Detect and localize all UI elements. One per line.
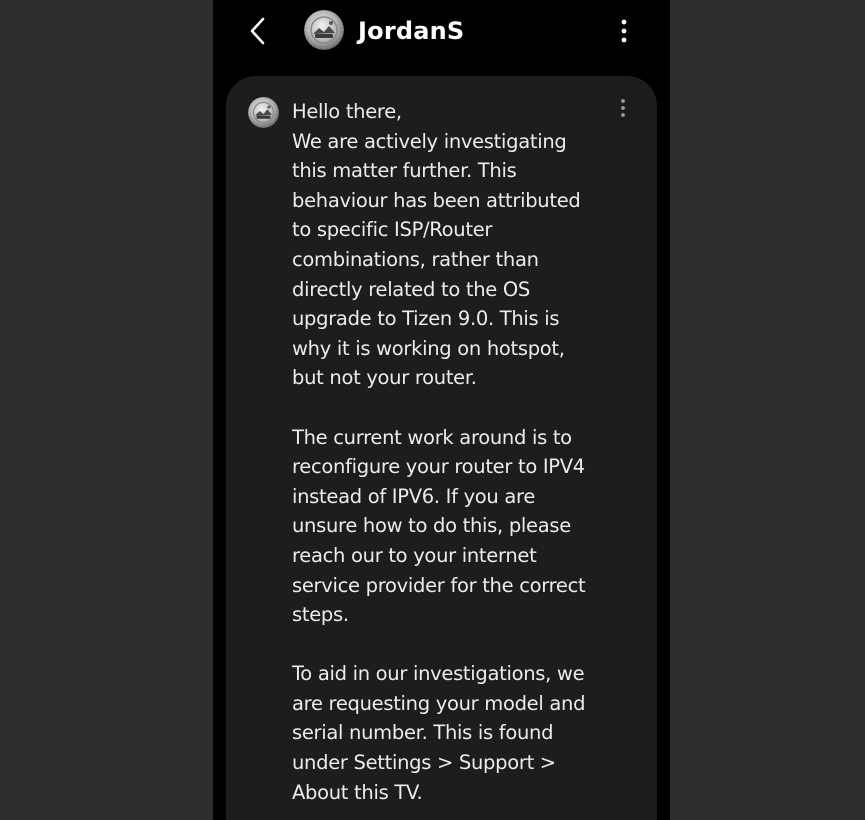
message-line: this matter further. This (292, 159, 517, 183)
message-line: reconfigure your router to IPV4 (292, 455, 585, 479)
message-line: why it is working on hotspot, (292, 336, 565, 360)
paragraph-spacer (292, 630, 627, 660)
message-line: To aid in our investigations, we (292, 662, 585, 686)
message-body (292, 97, 627, 807)
message-line: are requesting your model and (292, 691, 586, 715)
message-line: to specific ISP/Router (292, 218, 493, 242)
message-sender-avatar[interactable] (248, 97, 279, 128)
message-greeting: Hello there, (292, 100, 402, 123)
message-line: We are actively investigating (292, 129, 567, 153)
user-avatar-icon (304, 10, 344, 50)
message-line: The current work around is to (292, 425, 572, 449)
conversation-header (213, 0, 670, 62)
message-line: combinations, rather than (292, 247, 539, 271)
message-line: instead of IPV6. If you are (292, 484, 536, 508)
message-card (226, 76, 657, 820)
message-line: unsure how to do this, please (292, 514, 571, 538)
message-line: behaviour has been attributed (292, 188, 581, 212)
contact-name: JordanS (358, 17, 465, 45)
message-line: serial number. This is found (292, 721, 554, 745)
message-line: steps. (292, 603, 349, 627)
message-line: upgrade to Tizen 9.0. This is (292, 307, 560, 331)
contact-avatar[interactable] (304, 10, 344, 50)
message-line: under Settings > Support > (292, 751, 556, 775)
message-line: reach our to your internet (292, 543, 537, 567)
message-line: but not your router. (292, 366, 477, 390)
header-more-button[interactable] (612, 15, 636, 47)
message-line: directly related to the OS (292, 277, 530, 301)
message-line: service provider for the correct (292, 573, 586, 597)
back-button[interactable] (241, 14, 275, 48)
message-line: About this TV. (292, 780, 423, 804)
user-avatar-icon (248, 97, 279, 128)
paragraph-spacer (292, 393, 627, 423)
chevron-left-icon (241, 14, 275, 48)
more-vertical-icon (612, 15, 636, 47)
phone-screen (213, 0, 670, 820)
